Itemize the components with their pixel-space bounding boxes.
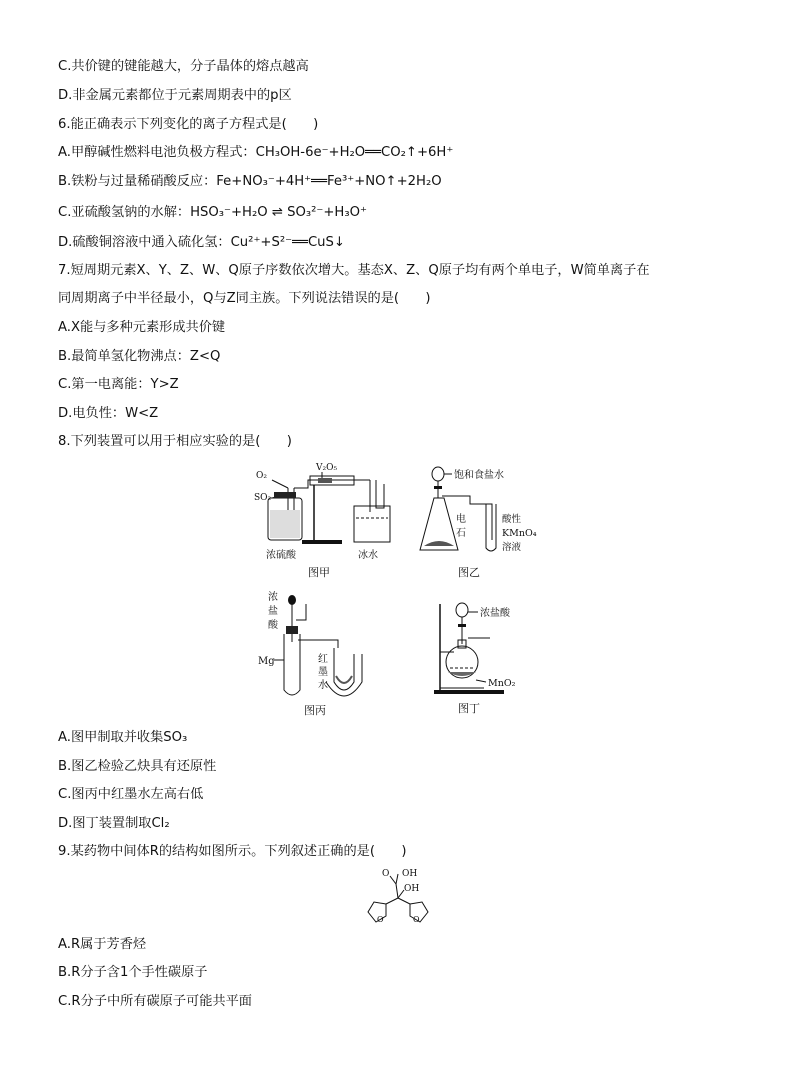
q7-option-b: B.最简单氢化物沸点：Z<Q: [58, 349, 221, 364]
q8-option-c: C.图丙中红墨水左高右低: [58, 787, 204, 802]
bing-ink-label-3: 水: [318, 680, 328, 691]
q6-option-b: B.铁粉与过量稀硝酸反应：Fe+NO₃⁻+4H⁺══Fe³⁺+NO↑+2H₂O: [58, 174, 442, 189]
bing-hcl-label-2: 盐: [268, 606, 278, 617]
q6-option-a: A.甲醇碱性燃料电池负极方程式：CH₃OH-6e⁻+H₂O══CO₂↑+6H⁺: [58, 145, 454, 160]
jia-so2-label: SO₂: [254, 493, 272, 503]
q6-stem: 6.能正确表示下列变化的离子方程式是( ): [58, 117, 319, 132]
q9-option-c: C.R分子中所有碳原子可能共平面: [58, 994, 252, 1009]
q9-option-a: A.R属于芳香烃: [58, 937, 147, 952]
q8-option-d: D.图丁装置制取Cl₂: [58, 816, 170, 831]
yi-kmno4-label-2: KMnO₄: [502, 528, 537, 539]
yi-carbide-label-1: 电: [456, 514, 466, 525]
bing-mg-label: Mg: [258, 656, 275, 667]
yi-kmno4-label-3: 溶液: [502, 542, 522, 553]
yi-kmno4-label-1: 酸性: [502, 514, 522, 525]
jia-o2-label: O₂: [256, 471, 267, 481]
jia-acid-label: 浓硫酸: [266, 550, 296, 561]
bing-caption: 图丙: [304, 704, 326, 717]
yi-caption: 图乙: [458, 566, 480, 579]
mol-oh-hydroxyl: OH: [404, 884, 420, 894]
figure-yi-apparatus: [418, 462, 553, 580]
jia-caption: 图甲: [308, 566, 330, 579]
q7-option-c: C.第一电离能：Y>Z: [58, 377, 179, 392]
q7-option-d: D.电负性：W<Z: [58, 406, 159, 421]
mol-ring-o-right: O: [413, 915, 420, 924]
ding-hcl-label: 浓盐酸: [480, 608, 510, 619]
q5-option-c: C.共价键的键能越大，分子晶体的熔点越高: [58, 59, 309, 74]
q9-stem: 9.某药物中间体R的结构如图所示。下列叙述正确的是( ): [58, 844, 407, 859]
molecule-r-structure: [352, 866, 442, 932]
q6-option-d: D.硫酸铜溶液中通入硫化氢：Cu²⁺+S²⁻══CuS↓: [58, 235, 345, 250]
q7-stem-line2: 同周期离子中半径最小，Q与Z同主族。下列说法错误的是( ): [58, 291, 431, 306]
yi-brine-label: 饱和食盐水: [454, 470, 504, 481]
yi-carbide-label-2: 石: [456, 528, 466, 539]
bing-hcl-label-3: 酸: [268, 620, 278, 631]
q8-stem: 8.下列装置可以用于相应实验的是( ): [58, 434, 292, 449]
q9-option-b: B.R分子含1个手性碳原子: [58, 965, 208, 980]
q6-option-c: C.亚硫酸氢钠的水解：HSO₃⁻+H₂O ⇌ SO₃²⁻+H₃O⁺: [58, 205, 367, 220]
mol-o-carbonyl: O: [382, 869, 390, 879]
q7-stem-line1: 7.短周期元素X、Y、Z、W、Q原子序数依次增大。基态X、Z、Q原子均有两个单电子，W简单离子在: [58, 263, 650, 278]
jia-ice-label: 冰水: [358, 550, 378, 561]
ding-mno2-label: MnO₂: [488, 678, 516, 689]
jia-v2o5-label: V₂O₅: [316, 463, 338, 473]
mol-ring-o-left: O: [377, 915, 384, 924]
figure-ding-apparatus: [432, 598, 542, 718]
bing-ink-label-2: 墨: [318, 667, 328, 678]
q8-option-a: A.图甲制取并收集SO₃: [58, 730, 188, 745]
q7-option-a: A.X能与多种元素形成共价键: [58, 320, 226, 335]
ding-caption: 图丁: [458, 702, 480, 715]
figure-jia-apparatus: [250, 458, 395, 580]
q8-option-b: B.图乙检验乙炔具有还原性: [58, 759, 217, 774]
q5-option-d: D.非金属元素都位于元素周期表中的p区: [58, 88, 292, 103]
bing-hcl-label-1: 浓: [268, 592, 278, 603]
figure-bing-apparatus: [256, 586, 371, 718]
mol-oh-carboxyl: OH: [402, 869, 418, 879]
bing-ink-label-1: 红: [318, 654, 328, 665]
